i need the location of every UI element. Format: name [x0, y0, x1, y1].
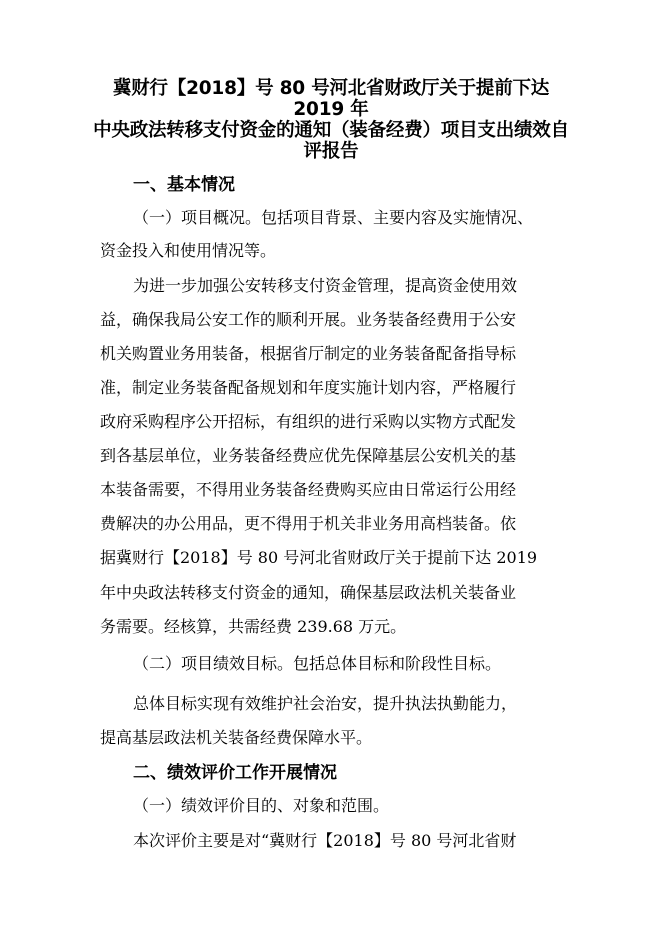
title-line: 中央政法转移支付资金的通知（装备经费）项目支出绩效自	[93, 120, 569, 141]
body-line: 提高基层政法机关装备经费保障水平。	[100, 728, 373, 747]
body-line: 为进一步加强公安转移支付资金管理，提高资金使用效	[133, 276, 518, 295]
body-line: 据冀财行【2018】号 80 号河北省财政厅关于提前下达 2019	[100, 548, 538, 567]
body-line: 资金投入和使用情况等。	[100, 241, 277, 260]
body-line: 年中央政法转移支付资金的通知，确保基层政法机关装备业	[100, 583, 517, 602]
body-line: 务需要。经核算，共需经费 239.68 万元。	[100, 617, 407, 636]
title-line: 评报告	[303, 141, 359, 162]
body-line: 本次评价主要是对“冀财行【2018】号 80 号河北省财	[133, 831, 517, 850]
section-heading-basic-info: 一、基本情况	[133, 175, 235, 195]
body-line: 机关购置业务用装备，根据省厅制定的业务装备配备指导标	[100, 344, 517, 363]
body-line: 本装备需要，不得用业务装备经费购买应由日常运行公用经	[100, 480, 517, 499]
body-line: 准，制定业务装备配备规划和年度实施计划内容，严格履行	[100, 378, 517, 397]
body-line: 总体目标实现有效维护社会治安，提升执法执勤能力，	[133, 694, 518, 713]
title-line: 冀财行【2018】号 80 号河北省财政厅关于提前下达 2019 年	[112, 78, 550, 120]
section-heading-evaluation: 二、绩效评价工作开展情况	[133, 763, 337, 783]
subsection-evaluation-scope: （一）绩效评价目的、对象和范围。	[133, 796, 390, 815]
subsection-performance-goals: （二）项目绩效目标。包括总体目标和阶段性目标。	[133, 654, 502, 673]
body-line: 到各基层单位，业务装备经费应优先保障基层公安机关的基	[100, 446, 517, 465]
body-line: 费解决的办公用品，更不得用于机关非业务用高档装备。依	[100, 514, 517, 533]
body-line: 政府采购程序公开招标，有组织的进行采购以实物方式配发	[100, 412, 517, 431]
document-title	[92, 78, 570, 162]
subsection-project-overview: （一）项目概况。包括项目背景、主要内容及实施情况、	[133, 208, 534, 227]
body-line: 益，确保我局公安工作的顺利开展。业务装备经费用于公安	[100, 310, 517, 329]
